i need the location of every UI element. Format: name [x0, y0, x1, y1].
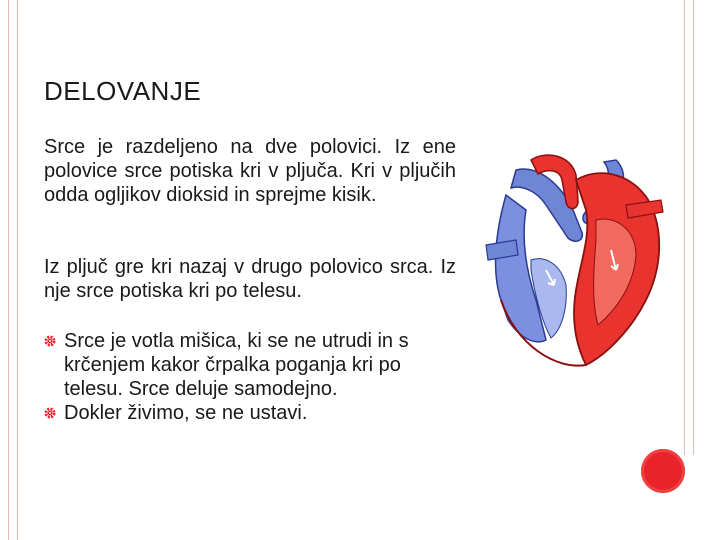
- gear-icon: [44, 335, 56, 347]
- bullet-text: Dokler živimo, se ne ustavi.: [64, 402, 308, 424]
- gear-icon: [44, 407, 56, 419]
- bullet-item: [44, 401, 464, 425]
- paragraph-heart-halves: Srce je razdeljeno na dve polovici. Iz ene polovice srce potiska kri v pljuča. Kri v pljučih odda ogljikov dioksid in sprejme kisik.: [44, 136, 456, 206]
- left-decorative-border: [8, 0, 18, 540]
- paragraph-blood-return: Iz pljuč gre kri nazaj v drugo polovico srca. Iz nje srce potiska kri po telesu.: [44, 256, 456, 302]
- decorative-red-circle: [641, 449, 685, 493]
- bullet-item: [44, 329, 464, 401]
- bullet-list: [44, 329, 464, 425]
- bullet-text: Srce je votla mišica, ki se ne utrudi in s krčenjem kakor črpalka poganja kri po telesu. Srce deluje samodejno.: [64, 330, 409, 400]
- right-decorative-border: [684, 0, 694, 455]
- slide-title: DELOVANJE: [44, 76, 202, 106]
- heart-diagram-illustration: [476, 150, 676, 375]
